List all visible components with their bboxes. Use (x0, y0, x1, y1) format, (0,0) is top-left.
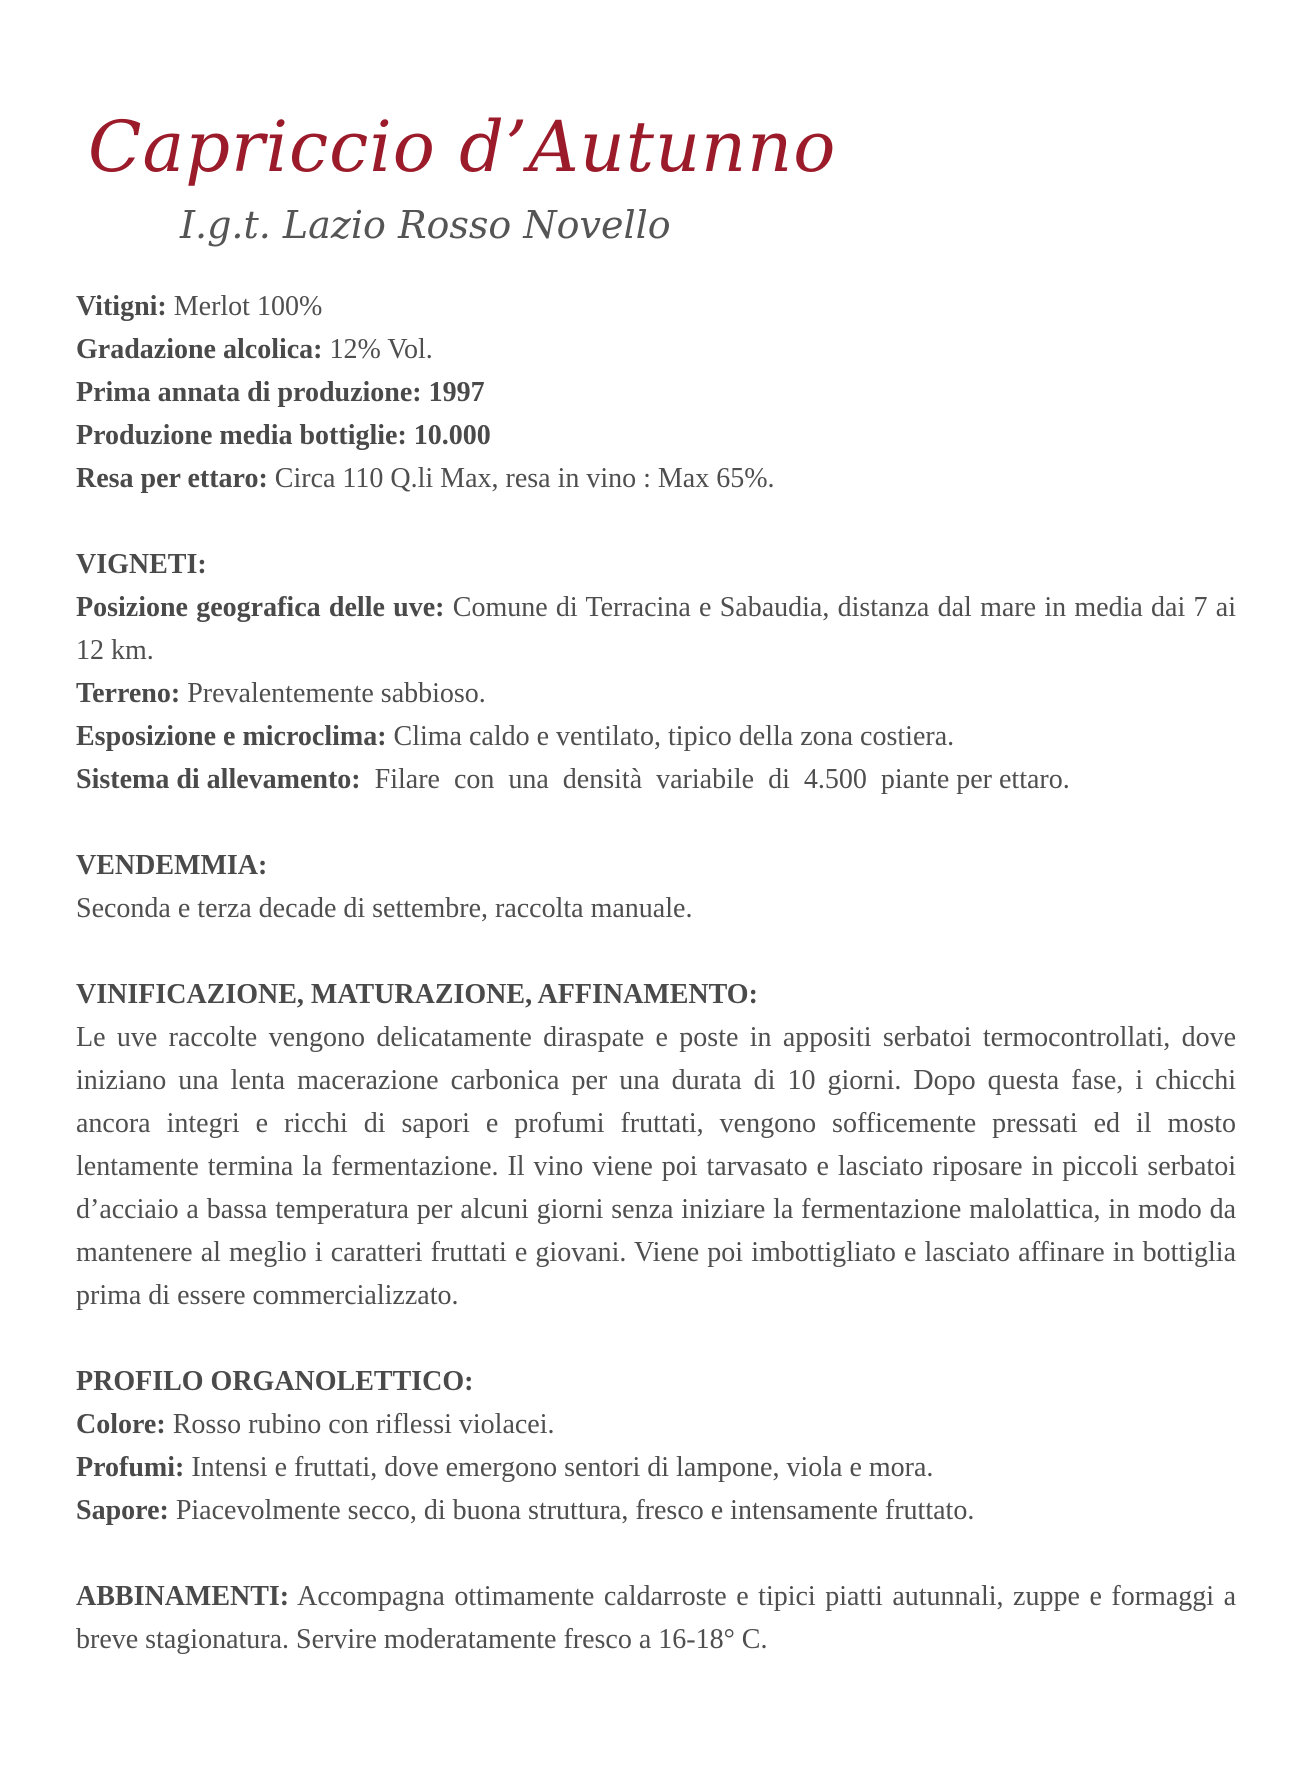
wine-title: Capriccio d’Autunno (88, 106, 837, 188)
abbinamenti-section (76, 1575, 1236, 1661)
abbinamenti-label: ABBINAMENTI: (76, 1581, 290, 1612)
profilo-label: Colore: (76, 1409, 166, 1440)
vinificazione-text: Le uve raccolte vengono delicatamente diraspate e poste in appositi serbatoi termocontrollati, dove iniziano una lenta macerazione carbonica per una durata di 10 giorni. Dopo questa fase, i chicchi ancora integri e ricchi di sapori e profumi fruttati, vengono sofficemente pressati ed il mosto lentamente termina la fermentazione. Il vino viene poi tarvasato e lasciato riposare in piccoli serbatoi d’acciaio a bassa temperatura per alcuni giorni senza iniziare la fermentazione malolattica, in modo da mantenere al meglio i caratteri fruttati e giovani. Viene poi imbottigliato e lasciato affinare in bottiglia prima di essere commercializzato. (76, 1022, 1236, 1311)
vendemmia-text: Seconda e terza decade di settembre, raccolta manuale. (76, 893, 693, 924)
profilo-section (76, 1360, 1236, 1532)
spec-label: Gradazione alcolica: (76, 334, 323, 365)
abbinamenti-value: Accompagna ottimamente caldarroste e tipici piatti autunnali, zuppe e formaggi a breve stagionatura. Servire moderatamente fresco a 16-18° C. (76, 1581, 1236, 1655)
specs-block (76, 285, 1236, 500)
spec-resa (76, 457, 1236, 500)
profilo-value: Intensi e fruttati, dove emergono sentori di lampone, viola e mora. (184, 1452, 934, 1483)
spec-prima-annata (76, 371, 1236, 414)
vigneti-section (76, 543, 1236, 801)
vigneti-sistema (76, 758, 1236, 801)
vigneti-label: Terreno: (76, 678, 181, 709)
abbinamenti-text (76, 1575, 1236, 1661)
vendemmia-section (76, 844, 1236, 930)
vinificazione-section (76, 973, 1236, 1317)
profilo-profumi (76, 1446, 1236, 1489)
spec-label: Produzione media bottiglie: 10.000 (76, 420, 491, 451)
spec-value: 12% Vol. (322, 334, 433, 365)
spec-value: Merlot 100% (166, 291, 323, 322)
vendemmia-heading: VENDEMMIA: (76, 850, 268, 881)
vigneti-esposizione (76, 715, 1236, 758)
vigneti-posizione (76, 586, 1236, 672)
spec-label: Vitigni: (76, 291, 167, 322)
vigneti-terreno (76, 672, 1236, 715)
vigneti-heading: VIGNETI: (76, 549, 207, 580)
spec-label: Prima annata di produzione: 1997 (76, 377, 485, 408)
profilo-heading: PROFILO ORGANOLETTICO: (76, 1366, 474, 1397)
spec-gradazione (76, 328, 1236, 371)
spec-value: Circa 110 Q.li Max, resa in vino : Max 65%. (267, 463, 775, 494)
profilo-value: Piacevolmente secco, di buona struttura, fresco e intensamente fruttato. (168, 1495, 975, 1526)
vigneti-label: Esposizione e microclima: (76, 721, 387, 752)
profilo-label: Sapore: (76, 1495, 169, 1526)
wine-subtitle: I.g.t. Lazio Rosso Novello (180, 203, 671, 247)
profilo-value: Rosso rubino con riflessi violacei. (165, 1409, 555, 1440)
spec-vitigni (76, 285, 1236, 328)
profilo-sapore (76, 1489, 1236, 1532)
wine-details (76, 285, 1236, 1661)
vigneti-label: Sistema di allevamento: (76, 764, 361, 795)
spec-label: Resa per ettaro: (76, 463, 268, 494)
profilo-colore (76, 1403, 1236, 1446)
vigneti-value: Filare con una densità variabile di 4.500 piante per ettaro. (360, 764, 1070, 795)
vinificazione-heading: VINIFICAZIONE, MATURAZIONE, AFFINAMENTO: (76, 979, 758, 1010)
vigneti-value: Clima caldo e ventilato, tipico della zona costiera. (386, 721, 955, 752)
vigneti-value: Comune di Terracina e Sabaudia, distanza dal mare in media dai 7 ai 12 km. (76, 592, 1236, 666)
profilo-label: Profumi: (76, 1452, 185, 1483)
vigneti-label: Posizione geografica delle uve: (76, 592, 445, 623)
vigneti-value: Prevalentemente sabbioso. (180, 678, 486, 709)
spec-produzione (76, 414, 1236, 457)
